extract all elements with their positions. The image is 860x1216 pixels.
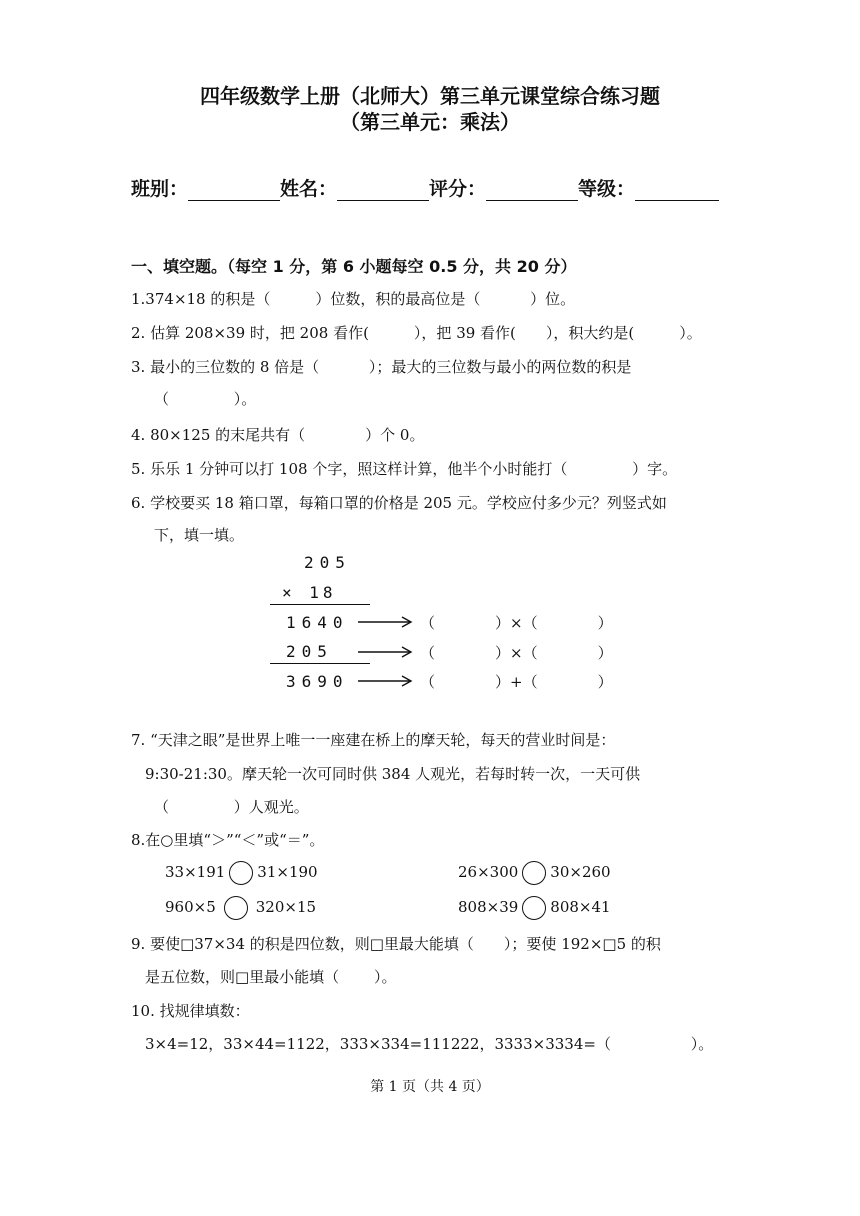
final-product: 3690 — [286, 672, 349, 691]
question-6-line-1: 6. 学校要买 18 箱口罩，每箱口罩的价格是 205 元。学校应付多少元？列竖式如 — [131, 494, 667, 512]
arrows — [356, 600, 416, 700]
comparison-c — [165, 896, 316, 920]
circle-blank-d[interactable] — [522, 896, 546, 920]
score-blank[interactable] — [486, 178, 578, 201]
page-title: 四年级数学上册（北师大）第三单元课堂综合练习题 — [200, 84, 660, 108]
question-7-line-2: 9:30-21:30。摩天轮一次可同时供 384 人观光，若每时转一次，一天可供 — [145, 765, 641, 783]
grade-label: 等级： — [578, 178, 636, 200]
line-1 — [270, 604, 370, 605]
question-9-line-1: 9. 要使□37×34 的积是四位数，则□里最大能填（ ）；要使 192×□5 的积 — [131, 935, 661, 953]
blank-row-2[interactable]: （ ）×（ ） — [420, 644, 613, 662]
comparison-b — [458, 861, 611, 885]
page-footer: 第 1 页（共 4 页） — [370, 1079, 490, 1095]
blank-row-1[interactable]: （ ）×（ ） — [420, 614, 613, 632]
question-2: 2. 估算 208×39 时，把 208 看作( ），把 39 看作( ），积大约是( ）。 — [131, 324, 702, 342]
partial-product-2: 205 — [286, 642, 333, 661]
score-label: 评分： — [429, 178, 487, 200]
question-6-line-2: 下，填一填。 — [154, 526, 245, 544]
question-7-line-3: （ ）人观光。 — [154, 798, 309, 816]
comparison-d — [458, 896, 611, 920]
question-7-line-1: 7. “天津之眼”是世界上唯一一座建在桥上的摩天轮，每天的营业时间是： — [131, 731, 616, 749]
circle-blank-c[interactable] — [224, 896, 248, 920]
partial-product-1: 1640 — [286, 613, 349, 632]
blank-row-3[interactable]: （ ）+（ ） — [420, 673, 613, 691]
question-1: 1.374×18 的积是（ ）位数，积的最高位是（ ）位。 — [131, 290, 576, 308]
comparison-d-right: 808×41 — [550, 898, 611, 916]
question-9-line-2: 是五位数，则□里最小能填（ ）。 — [145, 968, 397, 986]
question-5: 5. 乐乐 1 分钟可以打 108 个字，照这样计算，他半个小时能打（ ）字。 — [131, 460, 678, 478]
question-10-sequence: 3×4=12，33×44=1122，333×334=111222，3333×3334=（ ）。 — [145, 1035, 714, 1053]
multiplier: × 18 — [282, 583, 337, 602]
section-1-heading: 一、填空题。（每空 1 分，第 6 小题每空 0.5 分，共 20 分） — [131, 257, 577, 276]
page-subtitle: （第三单元：乘法） — [340, 110, 520, 134]
question-4: 4. 80×125 的末尾共有（ ）个 0。 — [131, 426, 425, 444]
comparison-b-right: 30×260 — [550, 863, 611, 881]
comparison-b-left: 26×300 — [458, 863, 519, 881]
comparison-a-left: 33×191 — [165, 863, 226, 881]
name-blank[interactable] — [337, 178, 429, 201]
student-info-row — [131, 174, 731, 201]
comparison-a — [165, 861, 318, 885]
comparison-c-right: 320×15 — [255, 898, 317, 916]
name-label: 姓名： — [280, 178, 338, 200]
class-blank[interactable] — [188, 178, 280, 201]
multiplicand: 205 — [304, 553, 351, 572]
comparison-a-right: 31×190 — [257, 863, 318, 881]
question-3-line-2: （ ）。 — [154, 390, 257, 408]
question-8: 8.在○里填“＞”“＜”或“＝”。 — [131, 831, 325, 849]
circle-blank-a[interactable] — [229, 861, 253, 885]
comparison-c-left: 960×5 — [165, 898, 216, 916]
line-2 — [270, 663, 370, 664]
comparison-d-left: 808×39 — [458, 898, 519, 916]
class-label: 班别： — [131, 178, 189, 200]
question-3-line-1: 3. 最小的三位数的 8 倍是（ ）；最大的三位数与最小的两位数的积是 — [131, 358, 632, 376]
question-10: 10. 找规律填数： — [131, 1002, 250, 1020]
grade-blank[interactable] — [635, 178, 719, 201]
circle-blank-b[interactable] — [522, 861, 546, 885]
